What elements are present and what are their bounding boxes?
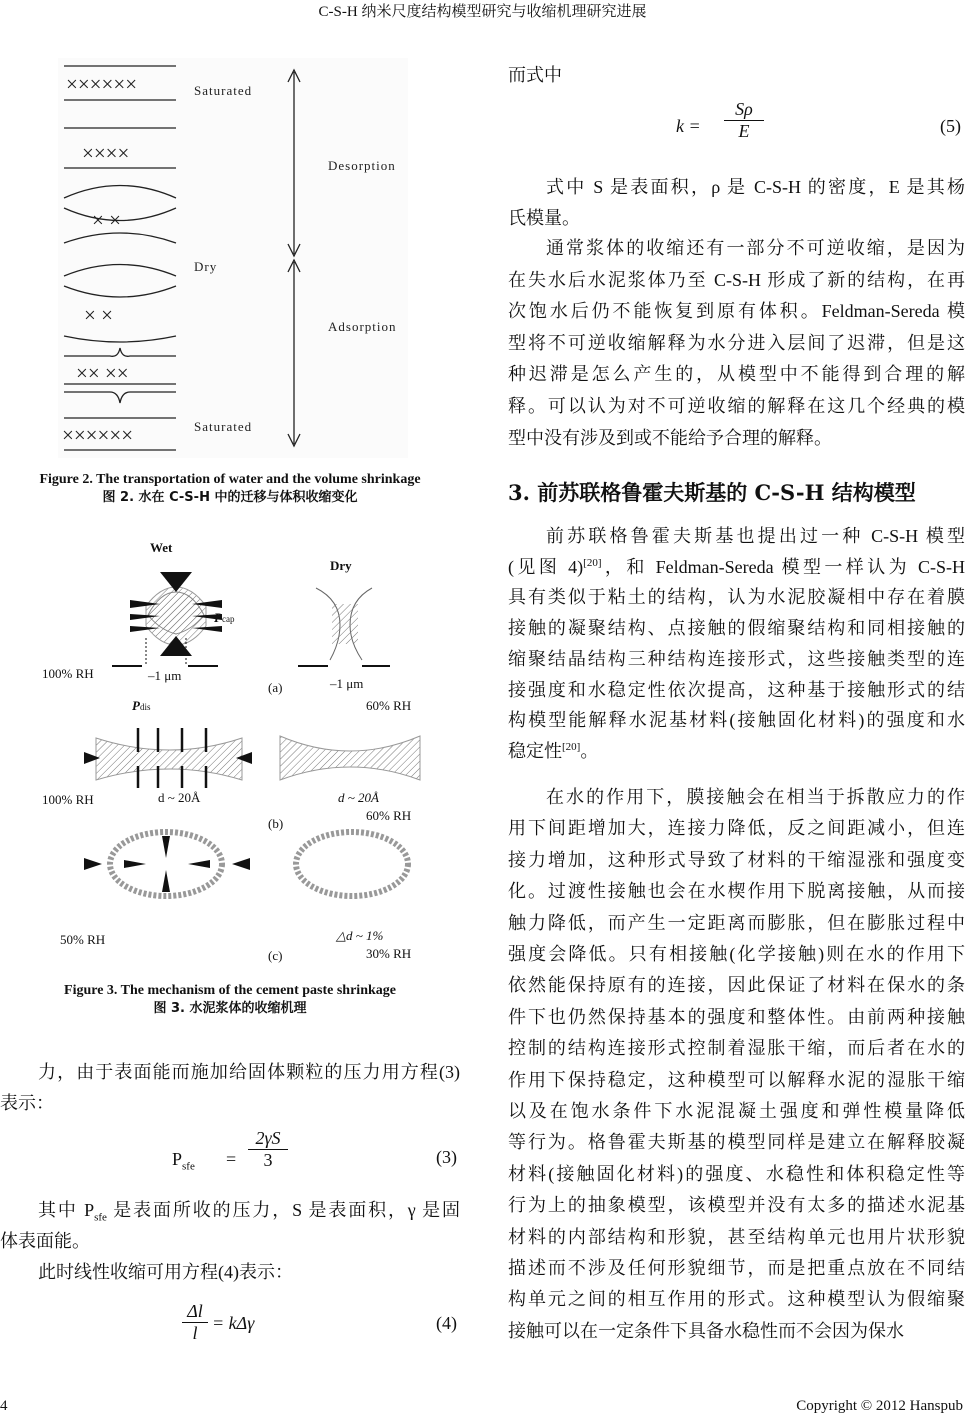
text-line: 件下也仍然保持基本的强度和整体性。由前两种接触: [508, 1006, 965, 1028]
running-header: C-S-H 纳米尺度结构模型研究与收缩机理研究进展: [0, 0, 965, 21]
text-line: 行为上的抽象模型，该模型并没有太多的描述水泥基: [508, 1194, 965, 1216]
text-line: 次饱水后仍不能恢复到原有体积。Feldman-Sereda 模: [508, 300, 965, 322]
text-line: 在失水后水泥浆体乃至 C-S-H 形成了新的结构，在再: [508, 269, 965, 291]
text-segment: 。: [580, 741, 598, 761]
figure-2-diagram: [58, 58, 408, 458]
fig3-label-wet: Wet: [150, 540, 173, 555]
eq3-denominator: 3: [248, 1150, 288, 1171]
eq5-denominator: E: [724, 121, 764, 142]
text-line: 在水的作用下，膜接触会在相当于拆散应力的作: [508, 786, 965, 808]
text-segment: 是表面所收的压力，S 是表面积，γ 是固: [107, 1200, 460, 1220]
text-segment: (见图 4): [508, 557, 583, 577]
text-line: [0, 1199, 460, 1221]
label-saturated-top: Saturated: [194, 83, 252, 98]
text-line: 力，由于表面能而施加给固体颗粒的压力用方程(3): [0, 1061, 460, 1083]
figure-2-caption-en: Figure 2. The transportation of water and the volume shrinkage: [0, 471, 460, 489]
text-line: 式中 S 是表面积，ρ 是 C-S-H 的密度，E 是其杨: [508, 176, 965, 198]
fig2-row-7: ××××××: [62, 423, 133, 447]
text-segment: 具有类似于粘土的结构，认为水泥胶凝相中存在着膜: [508, 587, 965, 607]
eq3-numerator: 2γS: [248, 1128, 288, 1149]
fig3-pdis-sub: dis: [140, 702, 151, 712]
text-line: 通常浆体的收缩还有一部分不可逆收缩，是因为: [508, 237, 965, 259]
eq5-numerator: Sρ: [724, 99, 764, 120]
fig3-rh50-c: 50% RH: [60, 932, 105, 947]
fig3-label-dry: Dry: [330, 558, 352, 573]
fig3-um-a-dry: –1 μm: [329, 676, 363, 691]
text-line: [508, 617, 965, 639]
text-line: 构单元之间的相互作用的形式。这种模型认为假缩聚: [508, 1288, 965, 1310]
text-line: 以及在饱水条件下水泥混凝土强度和弹性模量降低: [508, 1100, 965, 1122]
text-line: [508, 556, 965, 578]
text-line: 化。过渡性接触也会在水楔作用下脱离接触，从而接: [508, 880, 965, 902]
text-segment: 接触的凝聚结构、点接触的假缩聚结构和同相接触的: [508, 618, 965, 638]
fig3-pcap-sub: cap: [222, 614, 235, 624]
text-line: 表示：: [0, 1092, 460, 1114]
text-line: 触力降低，而产生一定距离而膨胀，但在膨胀过程中: [508, 912, 965, 934]
text-line: [508, 586, 965, 608]
fig3-pcap: P: [214, 610, 223, 625]
figure-2-caption: [0, 471, 460, 507]
text-segment: 接强度和水稳定性依次提高，这种基于接触形式的结: [508, 680, 965, 700]
text-line: 此时线性收缩可用方程(4)表示：: [0, 1261, 460, 1283]
text-segment: 缩聚结晶结构三种结构连接形式，这些接触类型的连: [508, 649, 965, 669]
text-line: 材料的内部结构和形貌，甚至结构单元也用片状形貌: [508, 1226, 965, 1248]
fig3-d-b-dry: d ~ 20Å: [338, 790, 379, 805]
label-dry: Dry: [194, 259, 217, 274]
eq4-denominator: l: [182, 1323, 208, 1344]
section-heading: 3. 前苏联格鲁霍夫斯基的 C-S-H 结构模型: [508, 477, 916, 507]
eq5-number: (5): [940, 116, 961, 137]
figure-3-caption: [0, 982, 460, 1018]
eq4-number: (4): [436, 1313, 457, 1334]
text-line: [508, 709, 965, 731]
eq4-numerator: Δl: [182, 1301, 208, 1322]
fig3-panel-b: (b): [268, 816, 283, 831]
fig3-panel-c: (c): [268, 948, 282, 963]
label-saturated-bottom: Saturated: [194, 419, 252, 434]
svg-text:Pdis: [132, 698, 151, 713]
copyright: Copyright © 2012 Hanspub: [796, 1398, 963, 1415]
label-adsorption: Adsorption: [328, 319, 397, 334]
figure-3-caption-en: Figure 3. The mechanism of the cement paste shrinkage: [0, 982, 460, 1000]
text-line: 氏模量。: [508, 207, 965, 229]
text-line: 描述而不涉及任何形貌细节，而是把重点放在不同结: [508, 1257, 965, 1279]
text-line: [508, 648, 965, 670]
text-line: 依然能保持原有的连接，因此保证了材料在保水的条: [508, 974, 965, 996]
text-segment: ，和 Feldman-Sereda 模型一样认为 C-S-H: [602, 557, 965, 577]
page-number: 4: [0, 1398, 8, 1415]
citation: [20]: [562, 741, 580, 753]
fig3-dd-c: △d ~ 1%: [335, 928, 384, 943]
figure-3-caption-zh: 图 3. 水泥浆体的收缩机理: [0, 1000, 460, 1018]
text-line: [508, 740, 965, 762]
eq5-lhs: k =: [676, 116, 701, 137]
text-line: 控制的结构连接形式控制着湿胀干缩，而后者在水的: [508, 1037, 965, 1059]
fig2-row-5: × ×: [84, 303, 113, 327]
text-segment: 体表面能。: [0, 1231, 90, 1251]
text-line: [0, 1230, 460, 1252]
fig3-pdis: P: [132, 698, 141, 713]
label-desorption: Desorption: [328, 158, 396, 173]
eq3-number: (3): [436, 1147, 457, 1168]
text-line: 强度会降低。只有相接触(化学接触)则在水的作用下: [508, 943, 965, 965]
fig3-rh100-b: 100% RH: [42, 792, 94, 807]
fig3-rh100-a: 100% RH: [42, 666, 94, 681]
text-line: 型中没有涉及到或不能给予合理的解释。: [508, 427, 965, 449]
fig3-um-a: –1 μm: [147, 668, 181, 683]
eq3-lhs-sub: sfe: [182, 1161, 195, 1173]
eq4-rhs: = kΔγ: [212, 1313, 254, 1334]
figure-3-diagram: [0, 530, 470, 970]
fig2-row-6: ×× ××: [76, 361, 129, 385]
text-segment: 构模型能解释水泥基材料(接触固化材料)的强度和水: [508, 710, 965, 730]
text-line: 接力增加，这种形式导致了材料的干缩湿涨和强度变: [508, 849, 965, 871]
subscript: sfe: [94, 1212, 107, 1224]
svg-text:Pcap: [214, 610, 235, 625]
text-line: 作用下保持稳定，这种模型可以解释水泥的湿胀干缩: [508, 1069, 965, 1091]
figure-2-caption-zh: 图 2. 水在 C-S-H 中的迁移与体积收缩变化: [0, 489, 460, 507]
text-line: 释。可以认为对不可逆收缩的解释在这几个经典的模: [508, 395, 965, 417]
eq3-equals: =: [226, 1149, 236, 1170]
text-line: 型将不可逆收缩解释为水分进入层间了迟滞，但是这: [508, 332, 965, 354]
fig3-rh60-a: 60% RH: [366, 698, 411, 713]
fig3-d-b: d ~ 20Å: [158, 790, 201, 805]
fig3-rh60-b: 60% RH: [366, 808, 411, 823]
text-line: [508, 525, 965, 547]
text-segment: 其中 P: [38, 1200, 94, 1220]
fig3-panel-a: (a): [268, 680, 282, 695]
text-segment: 稳定性: [508, 741, 562, 761]
text-line: 材料(接触固化材料)的强度、水稳性和体积稳定性等: [508, 1163, 965, 1185]
fig2-row-2: ××××: [82, 141, 129, 165]
intro-text: 而式中: [508, 64, 708, 86]
citation: [20]: [583, 557, 601, 569]
text-line: 等行为。格鲁霍夫斯基的模型同样是建立在解释胶凝: [508, 1131, 965, 1153]
eq3-lhs: P: [172, 1149, 182, 1169]
fig3-rh30-c: 30% RH: [366, 946, 411, 961]
text-line: 用下间距增加大，连接力降低，反之间距减小，但连: [508, 817, 965, 839]
text-line: 接触可以在一定条件下具备水稳性而不会因为保水: [508, 1320, 965, 1342]
fig2-row-3: × ×: [92, 208, 121, 232]
text-line: 种迟滞是怎么产生的，从模型中不能得到合理的解: [508, 363, 965, 385]
text-line: [508, 679, 965, 701]
text-segment: 前苏联格鲁霍夫斯基也提出过一种 C-S-H 模型: [546, 526, 965, 546]
fig2-row-1: ××××××: [66, 72, 137, 96]
